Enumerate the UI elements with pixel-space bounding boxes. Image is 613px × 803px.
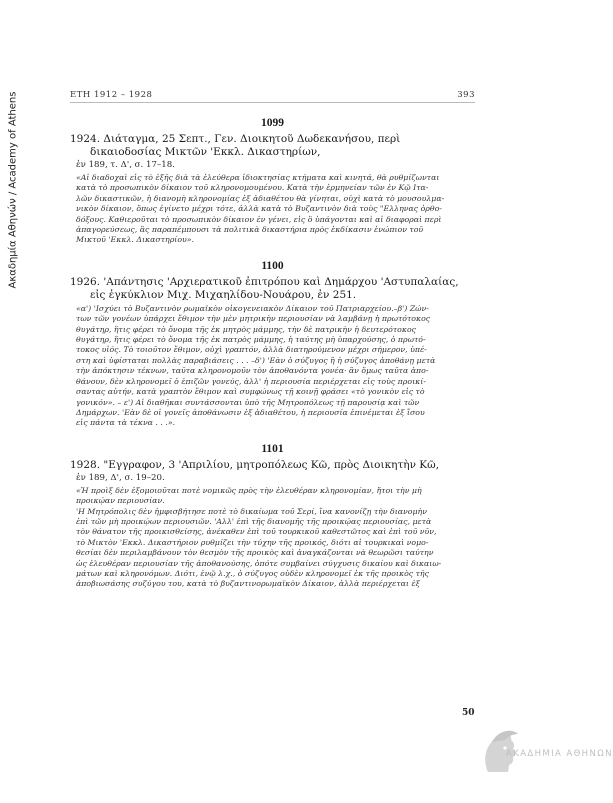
entry bbox=[70, 260, 475, 429]
text-line: δόξους. Καθιεροῦται τὸ προσωπικὸν δίκαιον ἐν γένει, εἰς ὃ ὑπάγονται καὶ αἱ διαφοραὶ περὶ bbox=[76, 214, 442, 224]
text-line: θεσίαι δὲν περιλαμβάνουν τὸν θεσμὸν τῆς προικὸς καὶ ἀναγκάζονται νὰ θεωρῶσι ταύτην bbox=[76, 548, 434, 558]
side-credit-text: Ακαδημία Αθηνών / Academy of Athens bbox=[7, 91, 19, 289]
text-line: γονικόν». – ε') Αἱ διαθῆκαι συντάσσονται ὑπὸ τῆς Μητροπόλεως τῇ παρουσίᾳ καὶ τῶν bbox=[76, 397, 420, 407]
text-line: στη καὶ ὑφίσταται πολλὰς παραβιάσεις . . . –δ') 'Εὰν ὁ σύζυγος ἢ ἡ σύζυγος ἀποθάνῃ μετὰ bbox=[76, 355, 436, 365]
text-line: θυγάτηρ, ἥτις φέρει τὸ ὄνομα τῆς ἐκ πατρὸς μάμμης, ἡ ταύτης μὴ ὑπαρχούσης, ὁ πρωτό- bbox=[76, 335, 426, 345]
text-line: ἐπὶ τῶν μὴ προικῴων περιουσιῶν. 'Αλλ' ἐπὶ τῆς διανομῆς τῆς προικῴας περιουσίας, μετὰ bbox=[76, 516, 432, 526]
text-line: τοκος υἱός. Τὸ τοιοῦτον ἔθιμον, οὐχὶ γραπτόν, ἀλλὰ διατηρούμενον μέχρι σήμερον, ὑπέ- bbox=[76, 345, 427, 355]
page-number: 393 bbox=[457, 90, 475, 100]
text-line: σαντας αὐτήν, κατὰ γραπτὸν ἔθιμον καὶ συμφώνως τῇ κοινῇ φράσει «τὸ γονικὸν εἰς τὸ bbox=[76, 387, 425, 397]
text-line: «Αἱ διαδοχαὶ εἰς τὸ ἑξῆς διὰ τὰ ἐλεύθερα ἰδιοκτησίας κτήματα καὶ κινητά, θὰ ρυθμίζωνται bbox=[76, 173, 440, 182]
text-line: τὸ Μικτὸν 'Εκκλ. Δικαστήριον ρυθμίζει τὴν τύχην τῆς προικός, διότι αἱ τουρκικαὶ νομο- bbox=[76, 537, 429, 547]
text-line: θυγάτηρ, ἥτις φέρει τὸ ὄνομα τῆς ἐκ μητρὸς μάμμης, τὴν δὲ πατρικὴν ἡ δευτερότοκος bbox=[76, 324, 417, 334]
entry bbox=[70, 117, 475, 246]
text-line: Μικτοῦ 'Εκκλ. Δικαστηρίου». bbox=[76, 235, 195, 245]
text-line: τὴν ἀπόκτησιν τέκνων, ταῦτα κληρονομοῦν τὸν ἀποθανόντα γονέα· ἂν ὅμως ταῦτα ἀπο- bbox=[76, 366, 429, 376]
heading-line: 1926. 'Απάντησις 'Αρχιερατικοῦ ἐπιτρόπου καὶ Δημάρχου 'Αστυπαλαίας, bbox=[70, 275, 459, 288]
text-line: εἰς πάντα τὰ τέκνα . . .». bbox=[76, 418, 176, 428]
entry-source: ἐν 189, Δ', σ. 19–20. bbox=[76, 472, 165, 483]
running-head-left: ΕΤΗ 1912 – 1928 bbox=[70, 90, 153, 100]
heading-line: εἰς ἐγκύκλιον Μιχ. Μιχαηλίδου-Νουάρου, ἐν 251. bbox=[90, 288, 357, 301]
entry-number: 1101 bbox=[261, 442, 284, 455]
text-line: 'Η Μητρόπολις δὲν ἠμφισβήτησε ποτὲ τὸ δικαίωμα τοῦ Σερί, ἵνα κανονίζῃ τὴν διανομὴν bbox=[76, 506, 427, 516]
watermark-text: ΑΚΑΔΗΜΙΑ ΑΘΗΝΩΝ bbox=[506, 749, 613, 759]
entry-heading bbox=[70, 276, 475, 302]
text-line: ἀποβιωσάσης συζύγου του, κατὰ τὸ βυζαντινορωμαϊκὸν Δίκαιον, ἀλλὰ περιέρχεται ἐξ bbox=[76, 579, 420, 589]
heading-line: 1924. Διάταγμα, 25 Σεπτ., Γεν. Διοικητοῦ Δωδεκανήσου, περὶ bbox=[70, 133, 401, 145]
page-content bbox=[70, 90, 475, 590]
text-line: θάνουν, δὲν κληρονομεῖ ὁ ἐπιζῶν γονεύς, ἀλλ' ἡ περιουσία περιέρχεται εἰς τοὺς προικί- bbox=[76, 376, 426, 386]
entry-number: 1100 bbox=[261, 259, 284, 272]
text-line: τὸν θάνατον τῆς προικισθείσης, ἀνέκαθεν ἐπὶ τοῦ τουρκικοῦ καθεστῶτος καὶ ἐπὶ τοῦ νῦν, bbox=[76, 527, 437, 537]
entry-heading bbox=[70, 459, 475, 472]
academy-watermark bbox=[470, 726, 613, 782]
text-line: προικῴαν περιουσίαν. bbox=[76, 496, 165, 506]
running-head bbox=[70, 90, 475, 103]
heading-line: δικαιοδοσίας Μικτῶν 'Εκκλ. Δικαστηρίων, bbox=[90, 146, 321, 158]
footer-number: 50 bbox=[462, 708, 475, 718]
text-line: «α') 'Ισχύει τὸ Βυζαντινὸν ρωμαϊκὸν οἰκογενειακὸν Δίκαιον τοῦ Πατριαρχείου.–β') Ζών- bbox=[76, 303, 429, 313]
text-line: ἀπαγορεύσεως, ἃς παραπέμπουσι τὰ πολιτικὰ δικαστήρια πρὸς ἐκδίκασιν ἐνώπιον τοῦ bbox=[76, 225, 424, 235]
text-line: των τῶν γονέων ὑπάρχει ἔθιμον τὴν μὲν μητρικὴν περιουσίαν νὰ λαμβάνῃ ἡ πρωτότοκος bbox=[76, 314, 431, 324]
entry-heading bbox=[70, 133, 475, 159]
entry-number: 1099 bbox=[261, 117, 284, 129]
text-line: μάτων καὶ κληρονόμων. Διότι, ἐνῷ λ.χ., ὁ σύζυγος οὐδὲν κληρονομεῖ ἐκ τῆς προικὸς τῆς bbox=[76, 568, 429, 578]
text-line: νικὸν δίκαιον, ὅπως ἐγίνετο μέχρι τότε, ἀλλὰ κατὰ τὸ Βυζαντινὸν διὰ τοὺς "Ελληνας ὀρθο- bbox=[76, 204, 442, 214]
entry-text bbox=[76, 304, 475, 429]
side-credit bbox=[6, 60, 20, 320]
entry-text bbox=[76, 486, 475, 590]
text-line: κατὰ τὸ προσωπικὸν δίκαιον τοῦ κληρονομουμένου. Κατὰ τὴν ἑρμηνείαν τῶν ἐν Κῷ Ιτα- bbox=[76, 183, 429, 193]
entry-text bbox=[76, 173, 475, 246]
text-line: λῶν δικαστικῶν, ἡ διανομὴ κληρονομίας ἐξ ἀδιαθέτου θὰ γίνηται, οὐχὶ κατὰ τὸ μουσουλμα- bbox=[76, 193, 445, 203]
text-line: ὡς ἐλευθέραν περιουσίαν τῆς ἀποθανούσης, ὁπότε συμβαίνει σύγχυσις δικαίου καὶ δικαιω- bbox=[76, 558, 442, 568]
text-line: Δημάρχων. 'Εὰν δὲ οἱ γονεῖς ἀποθάνωσιν ἐξ ἀδιαθέτου, ἡ περιουσία ἐπινέμεται ἐξ ἴσου bbox=[76, 407, 425, 417]
entry-source: ἐν 189, τ. Δ', σ. 17–18. bbox=[76, 160, 175, 170]
heading-line: 1928. "Εγγραφον, 3 'Απριλίου, μητροπόλεως Κῶ, πρὸς Διοικητὴν Κῶ, bbox=[70, 458, 440, 471]
entry bbox=[70, 443, 475, 590]
text-line: «Ἡ προὶξ δὲν ἐξομοιοῦται ποτὲ νομικῶς πρὸς τὴν ἐλευθέραν κληρονομίαν, ἤτοι τὴν μὴ bbox=[76, 485, 422, 495]
